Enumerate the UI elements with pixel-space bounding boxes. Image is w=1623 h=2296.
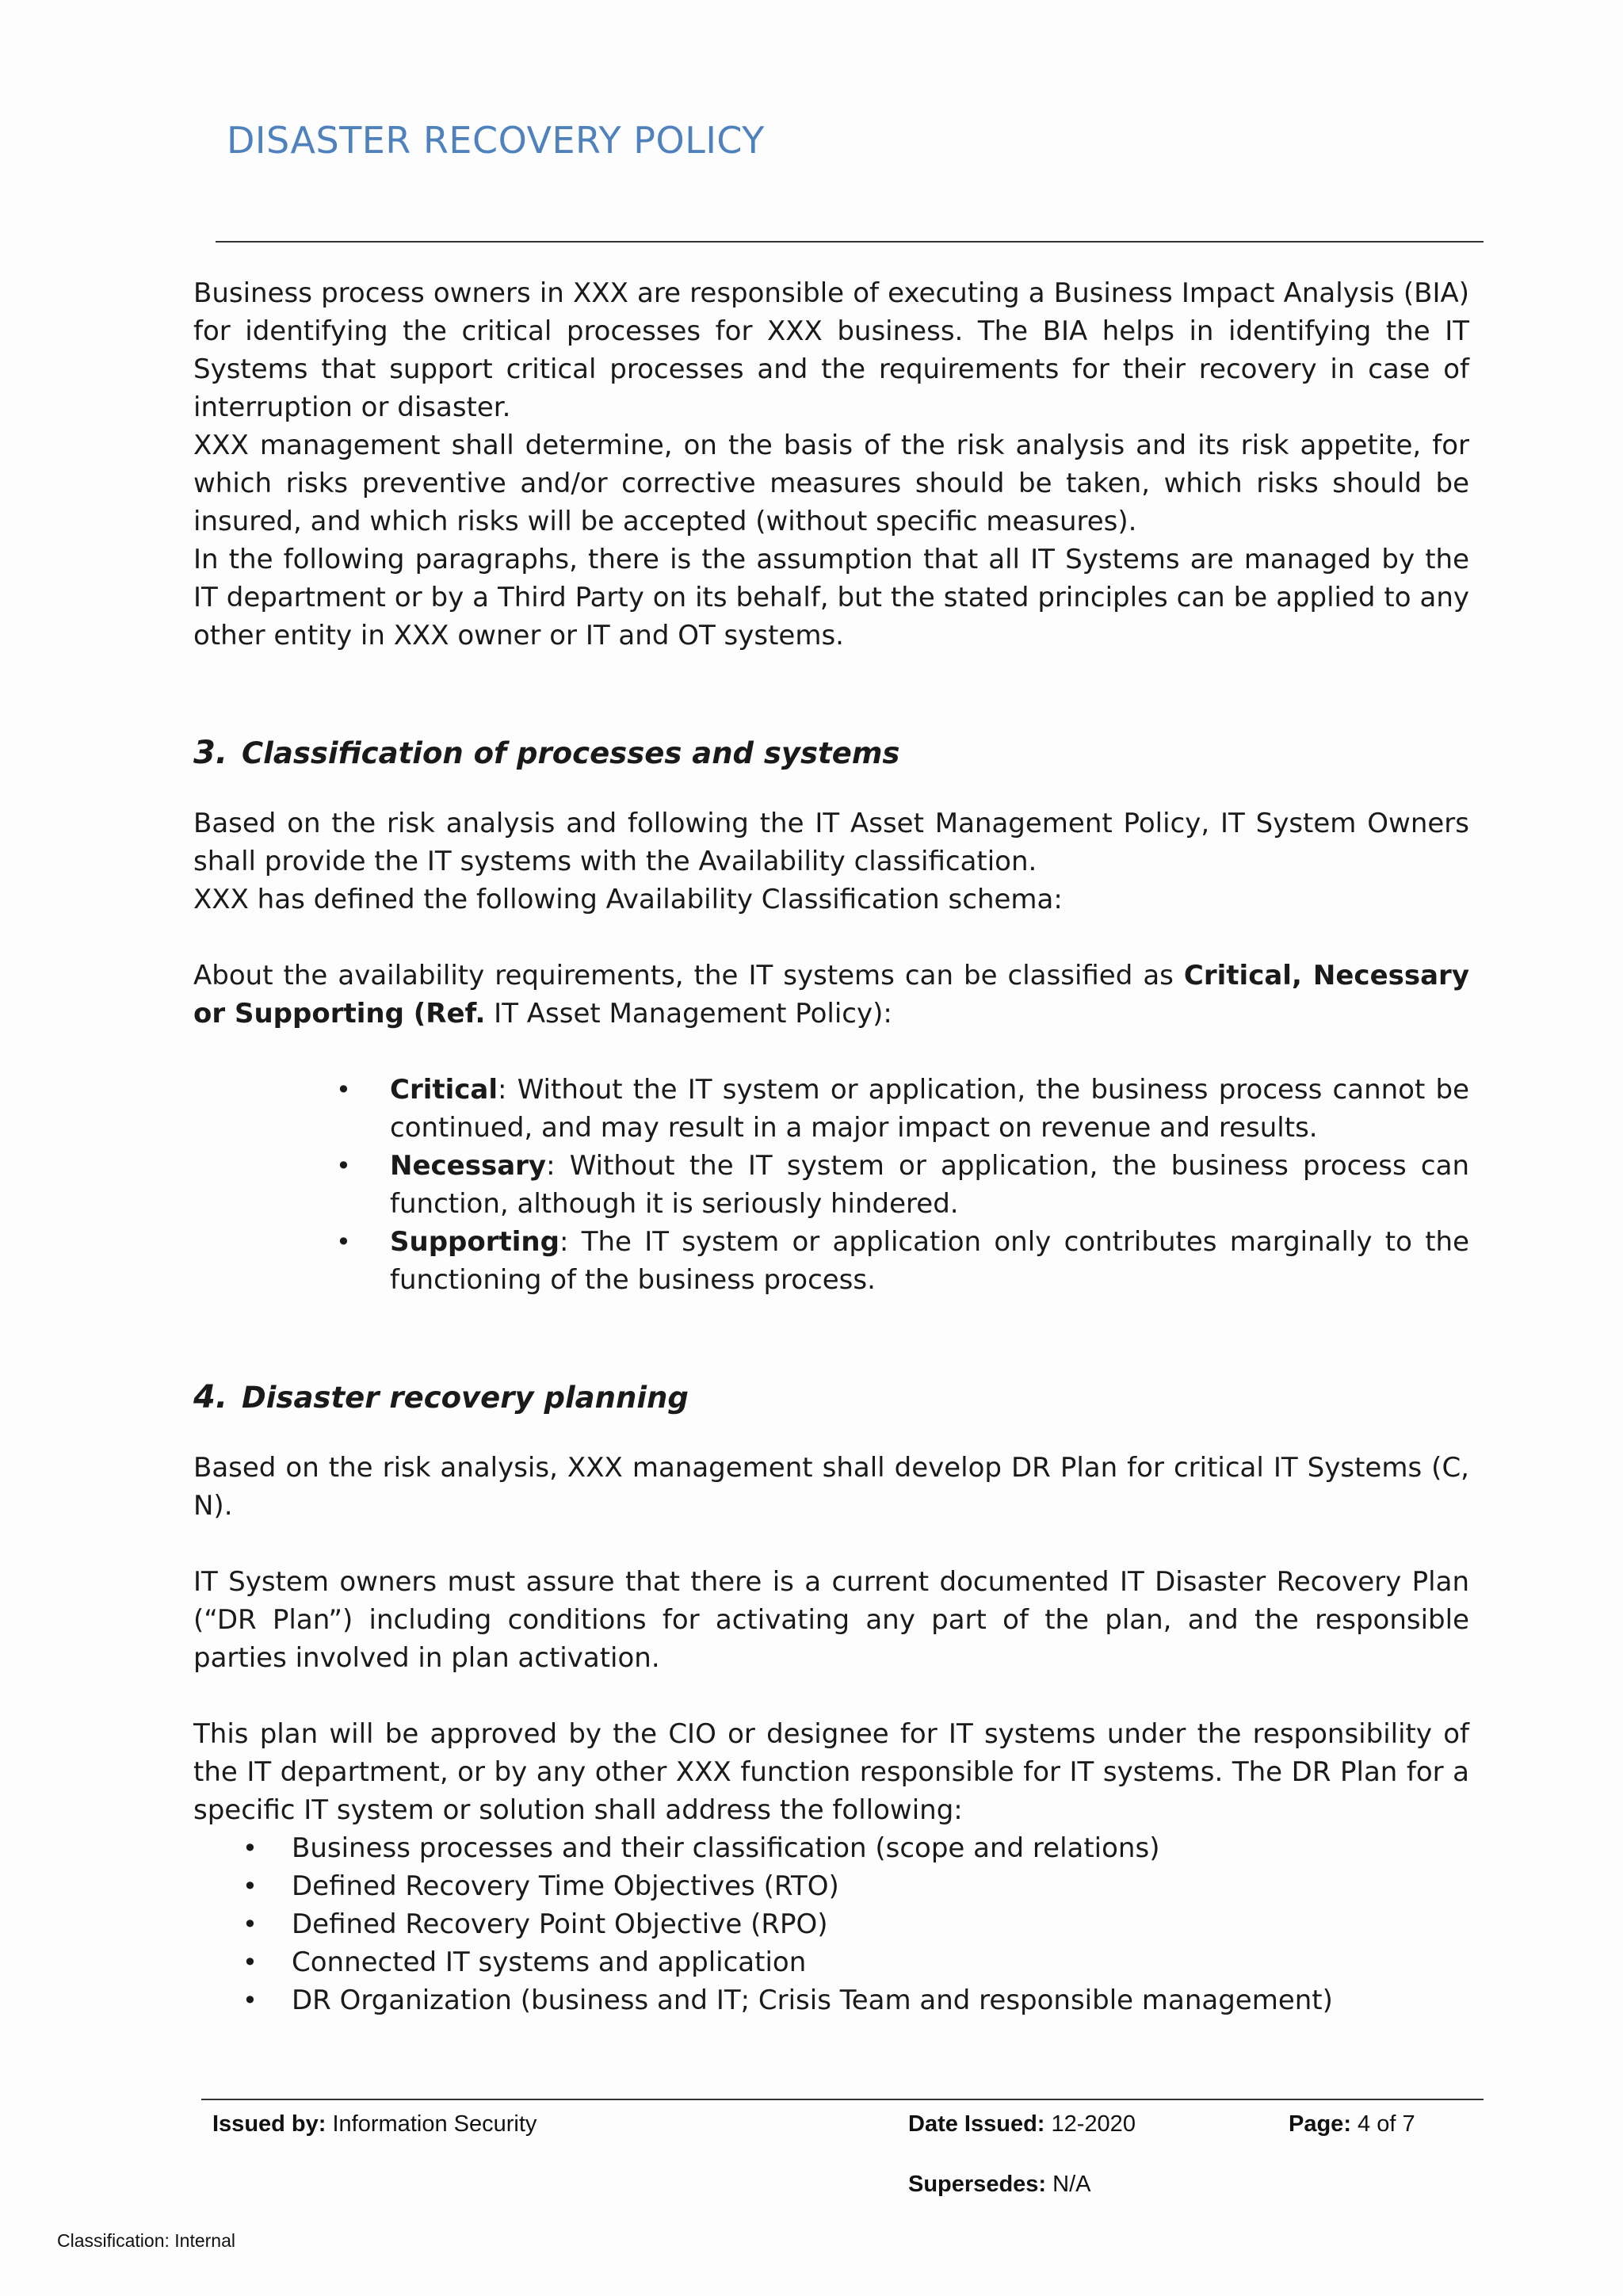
list-item [193, 1223, 1469, 1299]
page-number [1289, 2111, 1415, 2137]
intro-paragraph-3: In the following paragraphs, there is the assumption that all IT Systems are managed by the IT department or by a Third Party on its behalf, but the stated principles can be applied to any other entity in XXX owner or IT and OT systems. [193, 544, 1469, 651]
dr-plan-items-list [193, 1829, 1469, 2019]
section-4-paragraph-1: Based on the risk analysis, XXX management shall develop DR Plan for critical IT Systems (C, N). [193, 1452, 1469, 1522]
list-item [193, 1147, 1469, 1223]
list-item: • Connected IT systems and application [193, 1943, 1469, 1981]
section-4-title: Disaster recovery planning [242, 1381, 689, 1415]
level-description: : Without the IT system or application, the business process can function, although it is seriously hindered. [390, 1150, 1469, 1220]
level-term: Critical [390, 1074, 498, 1106]
list-item [193, 1071, 1469, 1147]
section-3-heading [193, 731, 1469, 776]
level-term: Supporting [390, 1226, 559, 1258]
date-issued [908, 2111, 1136, 2137]
level-term: Necessary [390, 1150, 547, 1182]
issued-by-value: Information Security [332, 2111, 537, 2137]
intro-paragraph-2: XXX management shall determine, on the basis of the risk analysis and its risk appetite, for which risks preventive and/or corrective measures should be taken, which risks should be insured, and which risks will be accepted (without specific measures). [193, 430, 1469, 537]
availability-levels-list [193, 1071, 1469, 1299]
section-4-heading [193, 1375, 1469, 1420]
page-content [193, 274, 1469, 2019]
intro-paragraph-1: Business process owners in XXX are responsible of executing a Business Impact Analysis (BIA) for identifying the critical processes for XXX business. The BIA helps in identifying the IT Systems that support critical processes and the requirements for their recovery in case of interruption or disaster. [193, 277, 1469, 423]
classification-levels-bold: Critical, Necessary or Supporting (Ref. [193, 960, 1469, 1030]
header-divider [216, 241, 1484, 243]
supersedes-value: N/A [1052, 2172, 1091, 2197]
list-item: • DR Organization (business and IT; Crisis Team and responsible management) [193, 1981, 1469, 2019]
section-3-paragraph-2: XXX has defined the following Availability Classification schema: [193, 884, 1063, 915]
list-item: • Defined Recovery Time Objectives (RTO) [193, 1867, 1469, 1905]
document-title: DISASTER RECOVERY POLICY [227, 119, 765, 162]
list-item: • Business processes and their classification (scope and relations) [193, 1829, 1469, 1867]
classification-label: Classification: Internal [57, 2230, 235, 2251]
list-item: • Defined Recovery Point Objective (RPO) [193, 1905, 1469, 1943]
supersedes [908, 2172, 1090, 2198]
page-label: Page: [1289, 2111, 1351, 2137]
section-3-number: 3. [193, 735, 228, 771]
supersedes-label: Supersedes: [908, 2172, 1047, 2197]
issued-by [212, 2111, 537, 2137]
issued-by-label: Issued by: [212, 2111, 327, 2137]
level-description: : The IT system or application only contributes marginally to the functioning of the business process. [390, 1226, 1469, 1296]
date-issued-label: Date Issued: [908, 2111, 1045, 2137]
section-3-paragraph-3 [193, 957, 1469, 1033]
level-description: : Without the IT system or application, the business process cannot be continued, and may result in a major impact on revenue and results. [390, 1074, 1469, 1144]
section-3-paragraph-3-end: IT Asset Management Policy): [485, 998, 892, 1030]
section-4-paragraph-3: This plan will be approved by the CIO or designee for IT systems under the responsibility of the IT department, or by any other XXX function responsible for IT systems. The DR Plan for a specific IT system or solution shall address the following: [193, 1718, 1469, 1826]
page-value: 4 of 7 [1358, 2111, 1415, 2137]
footer-divider [201, 2099, 1484, 2100]
section-4-paragraph-2: IT System owners must assure that there is a current documented IT Disaster Recovery Plan (“DR Plan”) including conditions for activating any part of the plan, and the responsible parties involved in plan activation. [193, 1566, 1469, 1674]
section-4-number: 4. [193, 1379, 228, 1415]
section-3-paragraph-1: Based on the risk analysis and following the IT Asset Management Policy, IT System Owners shall provide the IT systems with the Availability classification. [193, 808, 1469, 877]
section-3-title: Classification of processes and systems [242, 736, 900, 770]
date-issued-value: 12-2020 [1051, 2111, 1136, 2137]
section-3-paragraph-3-start: About the availability requirements, the IT systems can be classified as [193, 960, 1184, 991]
